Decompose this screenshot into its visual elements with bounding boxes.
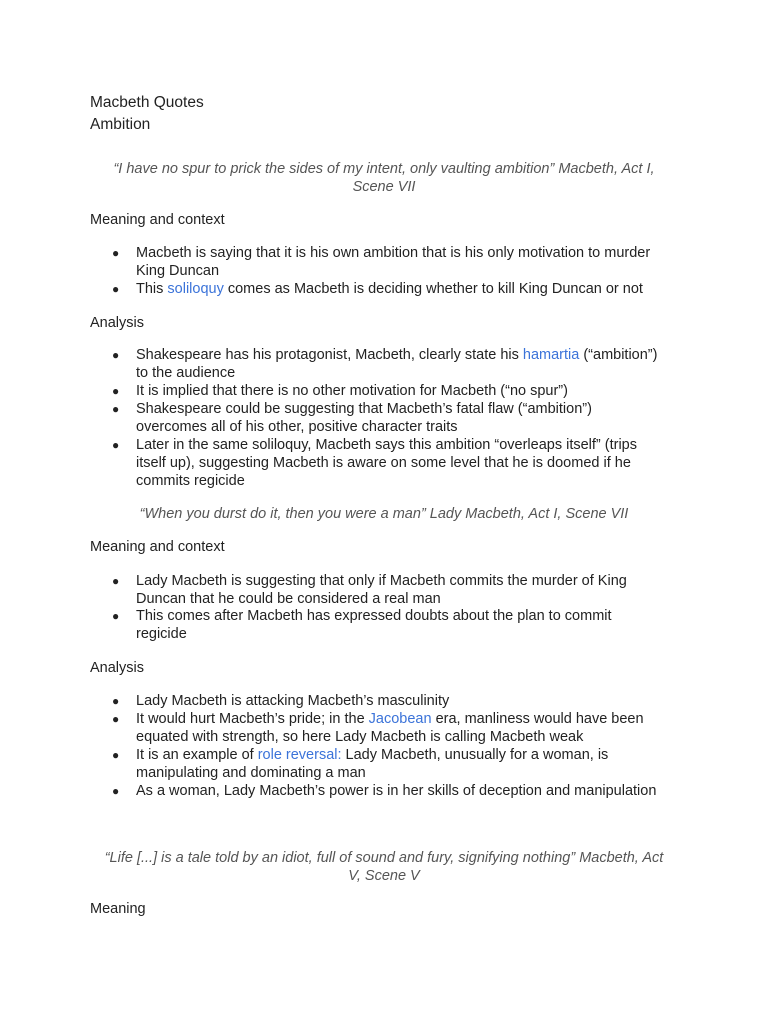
list-item-line: Duncan that he could be considered a real man	[136, 591, 441, 607]
list-item	[136, 746, 696, 782]
meaning-heading-3: Meaning	[90, 901, 146, 917]
list-item-line: overcomes all of his other, positive character traits	[136, 419, 458, 435]
list-item-line: commits regicide	[136, 473, 245, 489]
list-item-line: manipulating and dominating a man	[136, 765, 366, 781]
list-item-text: It is an example of	[136, 747, 258, 763]
meaning-heading-1: Meaning and context	[90, 212, 225, 228]
document-title: Macbeth Quotes	[90, 94, 204, 111]
list-item	[136, 572, 696, 608]
list-item: As a woman, Lady Macbeth’s power is in her skills of deception and manipulation	[136, 783, 657, 799]
list-item-text: Shakespeare has his protagonist, Macbeth, clearly state his	[136, 347, 523, 363]
quote-1-line-1: “I have no spur to prick the sides of my intent, only vaulting ambition” Macbeth, Act I,	[113, 161, 655, 177]
list-item-text: era, manliness would have been	[431, 711, 644, 727]
bullet-icon: ●	[112, 282, 120, 296]
list-item-line: This comes after Macbeth has expressed doubts about the plan to commit	[136, 608, 612, 624]
quote-2	[90, 505, 678, 523]
hamartia-link[interactable]: hamartia	[522, 347, 580, 363]
list-item	[136, 280, 696, 298]
jacobean-link[interactable]: Jacobean	[368, 711, 432, 727]
list-item	[136, 436, 696, 490]
section-title: Ambition	[90, 116, 151, 133]
soliloquy-link[interactable]: soliloquy	[167, 281, 224, 297]
quote-3-line-2: V, Scene V	[348, 868, 420, 884]
bullet-icon: ●	[112, 246, 120, 260]
list-item-line: King Duncan	[136, 263, 220, 279]
list-item	[136, 710, 696, 746]
list-item-line: Lady Macbeth is suggesting that only if Macbeth commits the murder of King	[136, 573, 627, 589]
meaning-heading-2: Meaning and context	[90, 539, 225, 555]
list-item: Lady Macbeth is attacking Macbeth’s masculinity	[136, 693, 450, 709]
list-item-text: This	[136, 281, 168, 297]
bullet-icon: ●	[112, 748, 120, 762]
list-item	[136, 607, 696, 643]
list-item	[136, 400, 696, 436]
list-item-line: to the audience	[136, 365, 236, 381]
analysis-heading-1: Analysis	[90, 315, 144, 331]
quote-1-line-2: Scene VII	[352, 179, 416, 195]
quote-2-line-1: “When you durst do it, then you were a man” Lady Macbeth, Act I, Scene VII	[139, 506, 629, 522]
list-item-text: It would hurt Macbeth’s pride; in the	[136, 711, 369, 727]
bullet-icon: ●	[112, 348, 120, 362]
list-item: It is implied that there is no other motivation for Macbeth (“no spur”)	[136, 383, 568, 399]
bullet-icon: ●	[112, 712, 120, 726]
list-item-line: Shakespeare could be suggesting that Macbeth’s fatal flaw (“ambition”)	[136, 401, 592, 417]
list-item-line: Macbeth is saying that it is his own ambition that is his only motivation to murder	[136, 245, 651, 261]
bullet-icon: ●	[112, 402, 120, 416]
list-item-line: regicide	[136, 626, 187, 642]
list-item	[136, 244, 696, 280]
bullet-icon: ●	[112, 384, 120, 398]
list-item-line: itself up), suggesting Macbeth is aware on some level that he is doomed if he	[136, 455, 631, 471]
list-item-text: comes as Macbeth is deciding whether to kill King Duncan or not	[223, 281, 643, 297]
bullet-icon: ●	[112, 438, 120, 452]
quote-3-line-1: “Life [...] is a tale told by an idiot, full of sound and fury, signifying nothing” Macbeth, Act	[104, 850, 664, 866]
bullet-icon: ●	[112, 609, 120, 623]
quote-3	[90, 849, 678, 885]
bullet-icon: ●	[112, 574, 120, 588]
bullet-icon: ●	[112, 784, 120, 798]
bullet-icon: ●	[112, 694, 120, 708]
list-item-line: Later in the same soliloquy, Macbeth says this ambition “overleaps itself” (trips	[136, 437, 638, 453]
role-reversal-link[interactable]: role reversal:	[257, 747, 342, 763]
list-item	[136, 346, 696, 382]
list-item-text: (“ambition”)	[579, 347, 658, 363]
list-item-text: Lady Macbeth, unusually for a woman, is	[341, 747, 609, 763]
analysis-heading-2: Analysis	[90, 660, 144, 676]
quote-1	[90, 160, 678, 196]
list-item-line: equated with strength, so here Lady Macbeth is calling Macbeth weak	[136, 729, 584, 745]
